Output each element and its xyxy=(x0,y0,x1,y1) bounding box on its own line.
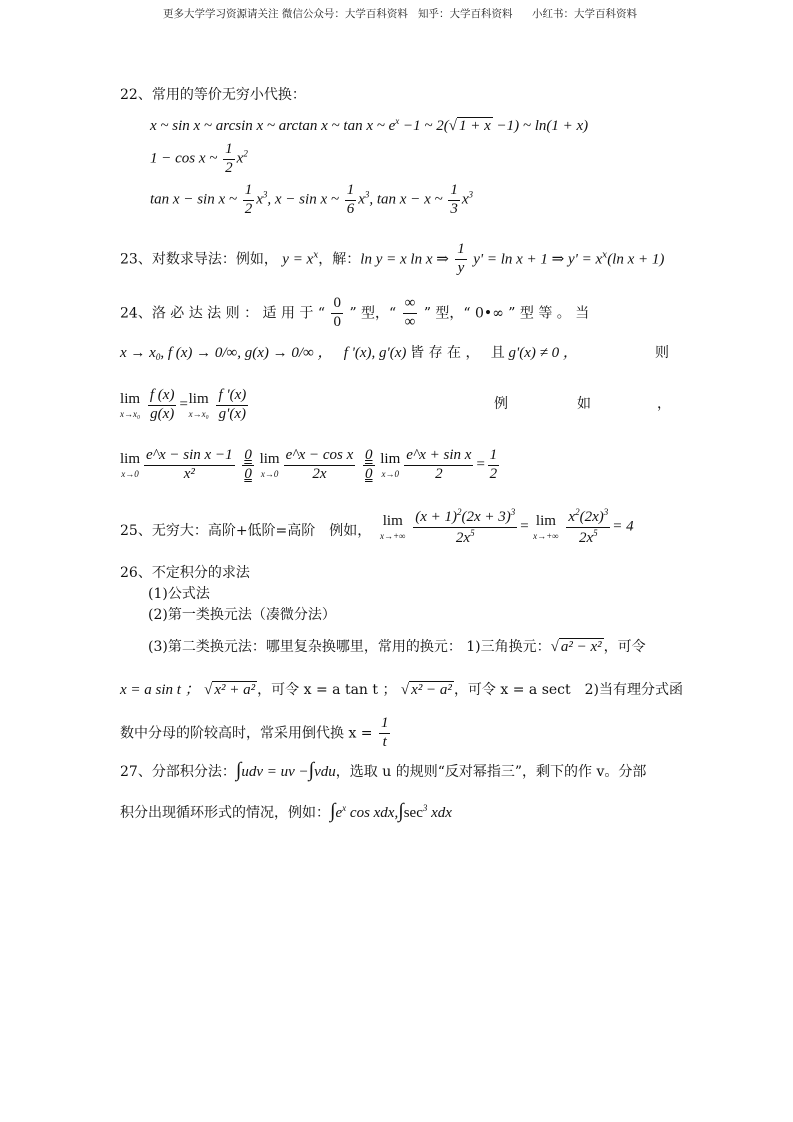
reciprocal-fraction xyxy=(379,716,391,751)
section-24-title: 24、洛 必 达 法 则 ： 适 用 于 “ xyxy=(120,305,326,322)
example-word-1: 例 xyxy=(494,396,508,412)
example-word-3: ， xyxy=(657,396,671,412)
lim-ex-1-text: lim xyxy=(120,450,141,467)
zero-zero-fraction xyxy=(331,296,343,331)
half-fraction xyxy=(223,142,235,177)
inf-n3-exp: 2 xyxy=(575,507,580,517)
fpg-fraction xyxy=(216,388,248,423)
z2-num: 0 xyxy=(363,448,375,466)
log-frac-den: y xyxy=(457,259,465,276)
inf-n1: (x + 1) xyxy=(415,509,458,525)
lim-ex-1 xyxy=(120,452,140,479)
sub-tan: ，可令 x = a tan t ； xyxy=(257,682,397,698)
lim-1-text: lim xyxy=(120,390,141,407)
cond-6: g'(x) ≠ 0 ， xyxy=(508,345,578,361)
lhopital-rule xyxy=(120,388,250,423)
tan-half-num: 1 xyxy=(243,183,255,201)
cycle-ex-1-exp: x xyxy=(342,803,347,813)
result-fraction xyxy=(488,448,500,483)
inf-result: = 4 xyxy=(612,518,634,535)
cos-left: 1 − cos x ~ xyxy=(150,150,218,167)
integral-sign-1: ∫ xyxy=(235,759,242,781)
ex-2-num: e^x − cos x xyxy=(284,448,356,466)
lim-1 xyxy=(120,392,140,419)
tan-half-den: 2 xyxy=(244,200,253,217)
log-exp2: x xyxy=(602,250,608,261)
header-xiaohongshu: 小红书：大学百科资料 xyxy=(532,8,637,20)
cond-sub: 0 xyxy=(155,352,161,362)
cond-2: , f (x) → 0/∞, g(x) → 0/∞ ， xyxy=(160,345,333,361)
tan-half xyxy=(243,183,255,218)
inf-n1-exp: 2 xyxy=(457,507,462,517)
fpg-num: f '(x) xyxy=(216,388,248,406)
ex-1-den: x² xyxy=(183,465,195,482)
parts-formula-2: vdu xyxy=(314,764,336,780)
cos-exp: 2 xyxy=(243,148,248,159)
lhopital-conditions xyxy=(120,346,578,362)
section-26-title: 26、不定积分的求法 xyxy=(120,565,250,581)
tan-c: , x − sin x ~ xyxy=(267,191,339,208)
cycle-ex-4: xdx xyxy=(427,805,452,821)
inf-d2-exp: 5 xyxy=(593,527,598,538)
chain-exp: x xyxy=(395,116,400,126)
lim-inf-1-sub: x→+∞ xyxy=(380,530,406,541)
header-wechat: 更多大学学习资源请关注 微信公众号：大学百科资料 xyxy=(163,8,408,20)
lim-ex-1-sub: x→0 xyxy=(121,468,139,479)
chain-mid: −1 ~ 2( xyxy=(399,118,449,134)
sub-sec: ，可令 x = a sect 2)当有理分式函 xyxy=(453,682,684,698)
zero-over-zero-2 xyxy=(363,448,375,483)
section-27-line1 xyxy=(120,760,646,780)
inf-num: ∞ xyxy=(403,296,418,314)
quote-2: ” 型，“ 0•∞ ” 型 等 。 当 xyxy=(423,305,590,322)
method-3-tail: ，可令 xyxy=(603,639,646,655)
integral-sign-3: ∫ xyxy=(330,800,336,822)
radical-2: √ x² + a² xyxy=(204,682,256,698)
radical-1: √ a² − x² xyxy=(550,639,602,655)
z2-den: 0 xyxy=(365,465,373,482)
cycle-ex-3: sec xyxy=(403,805,423,821)
chain-prefix: x ~ sin x ~ arcsin x ~ arctan x ~ tan x ~ e xyxy=(150,118,396,134)
log-eq1: y = x xyxy=(282,251,314,268)
lim-inf-2-sub: x→+∞ xyxy=(533,530,559,541)
lim-ex-2-text: lim xyxy=(259,450,280,467)
sixth-fraction xyxy=(345,183,357,218)
fg-fraction xyxy=(148,388,177,423)
lim-inf-2-text: lim xyxy=(535,512,556,529)
sixth-den: 6 xyxy=(346,200,355,217)
ex-2-den: 2x xyxy=(312,465,327,482)
inf-inf-fraction xyxy=(403,296,418,331)
fpg-den: g'(x) xyxy=(218,405,247,422)
integral-sign-2: ∫ xyxy=(308,759,315,781)
t-num: 1 xyxy=(379,716,391,734)
lim-ex-2 xyxy=(260,452,280,479)
inf-n4-exp: 3 xyxy=(603,507,609,517)
reciprocal-sub xyxy=(120,716,392,751)
radical-1-body: a² − x² xyxy=(560,639,602,655)
rule-eq: = xyxy=(178,396,189,413)
parts-formula: udv = uv − xyxy=(241,764,309,780)
log-exp1: x xyxy=(313,250,319,261)
tan-d-exp: 3 xyxy=(364,189,370,200)
quote-1: ” 型，“ xyxy=(349,305,397,322)
zero-den: 0 xyxy=(333,313,341,330)
res-den: 2 xyxy=(489,465,498,482)
equiv-tan xyxy=(150,183,473,218)
lim-inf-1-text: lim xyxy=(382,512,403,529)
lim-2 xyxy=(189,392,209,419)
third-num: 1 xyxy=(448,183,460,201)
lhopital-example: lim x→0 $\frac{\text{e\textasciicircum{}x − sin x −1}}{\text{x²}}$ $\frac{0}{0}$ lim x→0 $\frac{\text{e\textasciicircum{}x − cos x}}{2x}$ $\frac{0}{0}$ lim x→0 $\frac{\text{e\textasciicircum{}x + sin x}}{2}$ = $\frac{1}{2}$ xyxy=(120,447,498,482)
lim-2-sub: x→x₀ xyxy=(188,408,209,419)
equiv-chain: x ~ sin x ~ arcsin x ~ arctan x ~ tan x ~ $e^x -1$ ~ 2(√ 1 + x −1) ~ ln(1 + x) xyxy=(150,116,589,134)
inf-fraction-2 xyxy=(566,508,610,547)
lim-ex-2-sub: x→0 xyxy=(260,468,279,479)
fg-num: f (x) xyxy=(148,388,177,406)
tan-f: x xyxy=(461,191,469,208)
inf-n4: (2x) xyxy=(579,509,604,525)
cond-1: x → x xyxy=(120,345,156,361)
log-eq4: (ln x + 1) xyxy=(607,251,665,268)
third-fraction xyxy=(448,183,460,218)
tan-d: x xyxy=(358,191,365,208)
tan-b: x xyxy=(256,191,263,208)
log-frac-num: 1 xyxy=(455,242,467,260)
ex-3-num: e^x + sin x xyxy=(404,448,473,466)
inf-n3: x xyxy=(568,509,576,525)
sub-sin: x = a sin t ； xyxy=(120,682,200,698)
method-3-text: (3)第二类换元法：哪里复杂换哪里，常用的换元： 1)三角换元： xyxy=(148,639,551,655)
inf-d2: 2x xyxy=(578,529,594,546)
inf-den: ∞ xyxy=(404,313,416,330)
section-23-title: 23、对数求导法：例如， xyxy=(120,251,278,268)
section-23 xyxy=(120,242,664,277)
inf-fraction-1 xyxy=(413,508,517,547)
zero-num: 0 xyxy=(331,296,343,314)
half-den: 2 xyxy=(225,159,233,176)
lim-ex-3-sub: x→0 xyxy=(381,468,400,479)
reciprocal-text: 数中分母的阶较高时，常采用倒代换 x = xyxy=(120,725,373,742)
chain-end: −1) ~ ln(1 + x) xyxy=(492,118,589,134)
section-27-title: 27、分部积分法： xyxy=(120,764,236,780)
method-2: (2)第一类换元法（凑微分法） xyxy=(148,607,336,623)
lim-ex-3 xyxy=(380,452,400,479)
res-num: 1 xyxy=(488,448,500,466)
cos-right: x xyxy=(236,150,244,167)
cond-then: 则 xyxy=(655,345,669,361)
infinity-example: lim x→+∞ $\frac{(x + 1)^2(2x + 3)^3}{2x^5}$ = lim x→+∞ $\frac{x^2(2x)^3}{2x^5}$ = 4 xyxy=(380,507,634,546)
lim-inf-1 xyxy=(380,514,405,541)
inf-d1-exp: 5 xyxy=(470,527,475,538)
cycle-ex-3-exp: 3 xyxy=(422,803,428,813)
cond-4: 皆 存 在 ， xyxy=(410,345,480,361)
substitutions xyxy=(120,683,683,698)
lim-ex-3-text: lim xyxy=(380,450,401,467)
log-eq3: y' = ln x + 1 ⇒ y' = x xyxy=(473,251,603,268)
fg-den: g(x) xyxy=(150,405,175,422)
equiv-cos xyxy=(150,142,248,177)
inf-d1: 2x xyxy=(455,529,471,546)
sixth-num: 1 xyxy=(345,183,357,201)
lim-inf-2 xyxy=(533,514,558,541)
chain-sqrt: 1 + x xyxy=(458,118,491,134)
section-27-line2 xyxy=(120,801,452,821)
tan-a: tan x − sin x ~ xyxy=(150,191,237,208)
integral-sign-4: ∫ xyxy=(398,800,404,822)
z1-num: 0 xyxy=(242,448,254,466)
ex-fraction-1 xyxy=(144,448,235,483)
log-eq2: ln y = x ln x ⇒ xyxy=(360,251,449,268)
t-den: t xyxy=(382,733,387,750)
parts-rule-text: ，选取 u 的规则“反对幂指三”，剩下的作 v。分部 xyxy=(335,764,647,780)
section-24-head xyxy=(120,296,589,331)
inf-n2: (2x + 3) xyxy=(461,509,511,525)
example-word-2: 如 xyxy=(577,396,591,412)
log-fraction xyxy=(455,242,467,277)
ex-1-num: e^x − sin x −1 xyxy=(144,448,235,466)
lim-1-sub: x→x₀ xyxy=(120,408,141,419)
zero-over-zero-1 xyxy=(242,448,254,483)
radical-2-body: x² + a² xyxy=(214,682,256,698)
cycle-ex-1: e xyxy=(335,805,343,821)
header-zhihu: 知乎：大学百科资料 xyxy=(418,8,513,20)
tan-f-exp: 3 xyxy=(468,189,474,200)
cycle-ex-2: cos xdx, xyxy=(346,805,399,821)
half-num: 1 xyxy=(223,142,235,160)
tan-e: , tan x − x ~ xyxy=(369,191,443,208)
radical-3-body: x² − a² xyxy=(411,682,452,698)
tan-b-exp: 3 xyxy=(262,189,268,200)
method-3 xyxy=(148,640,646,655)
cond-5: 且 xyxy=(490,345,505,361)
section-25-title: 25、无穷大：高阶+低阶=高阶 例如， xyxy=(120,523,372,539)
method-1: (1)公式法 xyxy=(148,586,210,602)
ex-fraction-3 xyxy=(404,448,473,483)
parts-cycle-text: 积分出现循环形式的情况，例如： xyxy=(120,805,330,821)
z1-den: 0 xyxy=(244,465,252,482)
cond-3: f '(x), g'(x) xyxy=(343,345,407,361)
ex-fraction-2 xyxy=(284,448,356,483)
ex-3-den: 2 xyxy=(435,465,443,482)
section-22-title: 22、常用的等价无穷小代换： xyxy=(120,87,306,103)
inf-n2-exp: 3 xyxy=(510,507,516,517)
radical-3: √ x² − a² xyxy=(400,682,452,698)
log-sep: ，解： xyxy=(318,251,361,268)
lim-2-text: lim xyxy=(188,390,209,407)
third-den: 3 xyxy=(450,200,458,217)
